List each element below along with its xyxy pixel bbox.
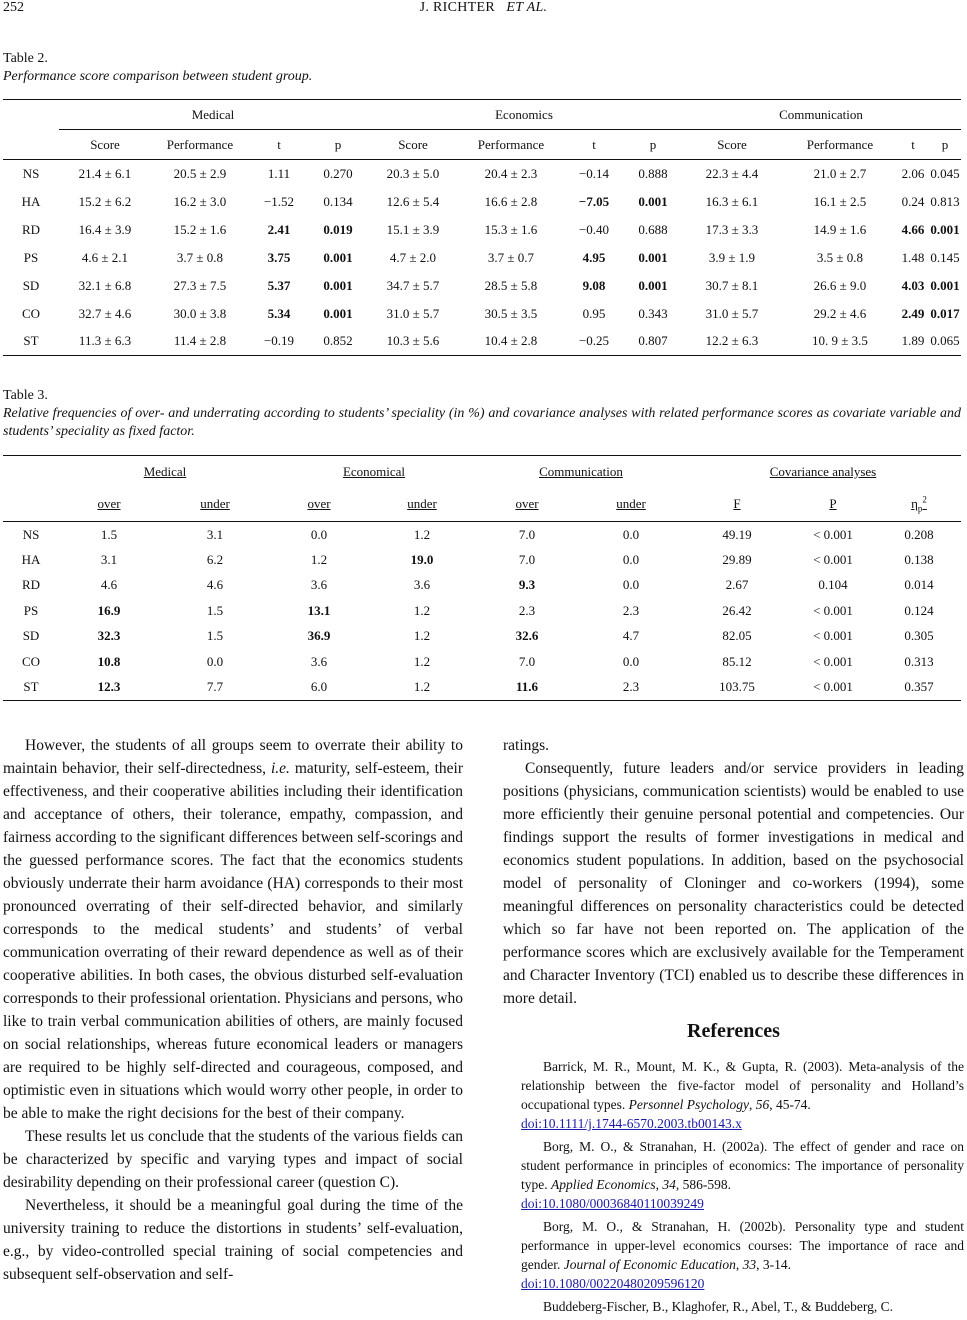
table2-group-header: Medical bbox=[59, 100, 367, 130]
row-label: PS bbox=[23, 602, 39, 618]
row-label: SD bbox=[22, 277, 40, 293]
table-cell: 0.017 bbox=[930, 305, 960, 321]
table-cell: 0.313 bbox=[904, 653, 934, 669]
table-cell: 12.2 ± 6.3 bbox=[681, 328, 783, 356]
table-cell: 0.019 bbox=[323, 221, 353, 237]
table-cell: 0.343 bbox=[638, 305, 668, 321]
table-cell: 6.0 bbox=[271, 675, 367, 701]
table-cell: 3.6 bbox=[310, 577, 328, 593]
table-cell: 4.03 bbox=[901, 277, 925, 293]
table-cell: < 0.001 bbox=[813, 602, 853, 618]
table-cell: 0.688 bbox=[638, 221, 668, 237]
table2-col-header: t bbox=[563, 130, 625, 160]
table-cell: 17.3 ± 3.3 bbox=[705, 221, 759, 237]
table-cell: 0.95 bbox=[582, 305, 606, 321]
table-cell: 27.3 ± 7.5 bbox=[173, 277, 227, 293]
table-cell: 15.3 ± 1.6 bbox=[484, 221, 538, 237]
table-cell: 4.7 bbox=[622, 628, 640, 644]
table-cell: 16.6 ± 2.8 bbox=[484, 193, 538, 209]
table-cell: 16.2 ± 3.0 bbox=[173, 193, 227, 209]
table-cell: 0.014 bbox=[904, 577, 934, 593]
table-row bbox=[3, 547, 961, 573]
table3-group-header: Communication bbox=[539, 463, 623, 479]
table-cell: −7.05 bbox=[578, 193, 610, 209]
table-cell: 1.48 bbox=[901, 249, 925, 265]
table-cell: 20.4 ± 2.3 bbox=[484, 165, 538, 181]
body-column-left bbox=[3, 734, 463, 1286]
table-cell: 7.0 bbox=[518, 551, 536, 567]
table-cell: 0.001 bbox=[638, 249, 668, 265]
table-cell: 0.0 bbox=[622, 551, 640, 567]
table-cell: 0.134 bbox=[323, 193, 353, 209]
table3-body bbox=[3, 522, 961, 701]
table-cell: 9.3 bbox=[518, 577, 536, 593]
table-cell: 7.0 bbox=[518, 653, 536, 669]
row-label: RD bbox=[21, 577, 41, 593]
table-cell: 10. 9 ± 3.5 bbox=[783, 328, 897, 356]
table2-col-header: Score bbox=[59, 130, 151, 160]
table-cell: 15.1 ± 3.9 bbox=[386, 221, 440, 237]
table2-col-header: p bbox=[625, 130, 681, 160]
table-cell: 21.0 ± 2.7 bbox=[813, 165, 867, 181]
table-cell: 3.5 ± 0.8 bbox=[816, 249, 864, 265]
table3-group-header: Economical bbox=[342, 463, 406, 479]
row-label: RD bbox=[21, 221, 41, 237]
table-cell: 32.7 ± 4.6 bbox=[78, 305, 132, 321]
table-cell: 10.8 bbox=[97, 653, 121, 669]
table-cell: 0.24 bbox=[901, 193, 925, 209]
table3-col-header-eta: $\eta_p^2$ bbox=[911, 494, 927, 514]
paragraph: Consequently, future leaders and/or service providers in leading positions (physicians, communication scientists) would be enabled to use more efficiently their genuine personal potential and competencies. Our findings support the results of former investigations in medical and economics student populations. In addition, based on the psychosocial model of personality of Cloninger and co-workers (1994), some meaningful differences on personality characteristics could be detected which so far have not been reported on. The application of the performance scores which are exclusively available for the Temperament and Character Inventory (TCI) enabled us to describe these differences in more detail. bbox=[503, 760, 964, 1007]
table2-col-header: Score bbox=[367, 130, 459, 160]
row-label: NS bbox=[22, 165, 40, 181]
table-cell: 4.6 bbox=[206, 577, 224, 593]
table2-col-header: t bbox=[249, 130, 309, 160]
table-cell: < 0.001 bbox=[813, 653, 853, 669]
table-cell: < 0.001 bbox=[789, 675, 877, 701]
table3-col-header: under bbox=[407, 496, 437, 512]
table-cell: 0.0 bbox=[622, 653, 640, 669]
table-cell: 34.7 ± 5.7 bbox=[386, 277, 440, 293]
table-cell: 2.3 bbox=[577, 675, 685, 701]
table-cell: 0.0 bbox=[206, 653, 224, 669]
table-cell: 4.7 ± 2.0 bbox=[389, 249, 437, 265]
table-cell: 1.89 bbox=[897, 328, 929, 356]
table-cell: 49.19 bbox=[722, 526, 752, 542]
table-cell: 3.6 bbox=[413, 577, 431, 593]
table-cell: 1.5 bbox=[100, 526, 118, 542]
table-cell: 16.4 ± 3.9 bbox=[78, 221, 132, 237]
table-row bbox=[3, 300, 961, 328]
table-cell: 10.4 ± 2.8 bbox=[459, 328, 563, 356]
table3-col-header: P bbox=[829, 496, 837, 512]
table-row bbox=[3, 675, 961, 701]
table2-caption: Table 2. Performance score comparison between student group. bbox=[3, 51, 313, 84]
table-cell: 0.0 bbox=[310, 526, 328, 542]
table-cell: −0.40 bbox=[578, 221, 610, 237]
table-row bbox=[3, 522, 961, 548]
table-cell: 0.807 bbox=[625, 328, 681, 356]
table-row bbox=[3, 598, 961, 624]
table2-col-header: t bbox=[897, 130, 929, 160]
table-cell: 30.5 ± 3.5 bbox=[484, 305, 538, 321]
table-cell: 6.2 bbox=[206, 551, 224, 567]
table-row bbox=[3, 272, 961, 300]
row-label: ST bbox=[3, 675, 59, 701]
row-label: HA bbox=[21, 193, 41, 209]
table-row bbox=[3, 328, 961, 356]
table-cell: 0.0 bbox=[622, 577, 640, 593]
table-cell: 0.001 bbox=[323, 277, 353, 293]
table3-col-header: F bbox=[733, 496, 741, 512]
table-cell: 11.4 ± 2.8 bbox=[151, 328, 249, 356]
table-cell: 20.5 ± 2.9 bbox=[173, 165, 227, 181]
table-row bbox=[3, 244, 961, 272]
table-cell: 10.3 ± 5.6 bbox=[367, 328, 459, 356]
table-cell: 0.104 bbox=[818, 577, 848, 593]
row-label: CO bbox=[21, 653, 41, 669]
table-cell: 11.3 ± 6.3 bbox=[59, 328, 151, 356]
table-cell: 0.888 bbox=[638, 165, 668, 181]
table-cell: 3.7 ± 0.7 bbox=[487, 249, 535, 265]
table-cell: 0.001 bbox=[323, 305, 353, 321]
table-cell: 3.1 bbox=[206, 526, 224, 542]
table-cell: 2.3 bbox=[518, 602, 536, 618]
table2-col-header: Score bbox=[681, 130, 783, 160]
table-cell: −0.14 bbox=[578, 165, 610, 181]
table-cell: 28.5 ± 5.8 bbox=[484, 277, 538, 293]
table-cell: 1.5 bbox=[206, 602, 224, 618]
table-cell: 30.7 ± 8.1 bbox=[705, 277, 759, 293]
table-cell: 32.3 bbox=[97, 628, 121, 644]
table-cell: 4.6 bbox=[100, 577, 118, 593]
table2-body bbox=[3, 160, 961, 356]
table-cell: 2.06 bbox=[901, 165, 925, 181]
row-label: CO bbox=[21, 305, 41, 321]
table-cell: 4.95 bbox=[582, 249, 606, 265]
table-row bbox=[3, 188, 961, 216]
table-cell: 32.1 ± 6.8 bbox=[78, 277, 132, 293]
table-cell: 31.0 ± 5.7 bbox=[386, 305, 440, 321]
table-cell: 0.138 bbox=[904, 551, 934, 567]
table3-col-header: under bbox=[200, 496, 230, 512]
table-cell: 9.08 bbox=[582, 277, 606, 293]
table-cell: 103.75 bbox=[685, 675, 789, 701]
table-cell: 5.34 bbox=[267, 305, 291, 321]
table-cell: 3.75 bbox=[267, 249, 291, 265]
table-cell: 0.065 bbox=[929, 328, 961, 356]
table-cell: 0.357 bbox=[877, 675, 961, 701]
table-cell: 7.0 bbox=[518, 526, 536, 542]
paragraph: ratings. bbox=[503, 737, 550, 754]
table-cell: 85.12 bbox=[722, 653, 752, 669]
table3-caption: Table 3. Relative frequencies of over- and underrating according to students’ speciality (in %) and covariance analyses with related performance scores as covariate variable and students’ speciality as fixed factor. bbox=[3, 388, 961, 439]
table-cell: 2.67 bbox=[725, 577, 749, 593]
table-cell: 2.3 bbox=[622, 602, 640, 618]
table2-col-header: p bbox=[929, 130, 961, 160]
table-cell: 0.852 bbox=[309, 328, 367, 356]
table-cell: 16.3 ± 6.1 bbox=[705, 193, 759, 209]
table-cell: 36.9 bbox=[307, 628, 331, 644]
table-cell: 1.11 bbox=[267, 165, 291, 181]
table-cell: 2.49 bbox=[901, 305, 925, 321]
table3-col-header: under bbox=[616, 496, 646, 512]
row-label: HA bbox=[21, 551, 41, 567]
table2 bbox=[3, 99, 961, 356]
table3-group-header: Medical bbox=[143, 463, 187, 479]
table-row bbox=[3, 216, 961, 244]
body-column-right bbox=[503, 734, 964, 1316]
table-cell: 26.42 bbox=[722, 602, 752, 618]
row-label: SD bbox=[22, 628, 40, 644]
doi-link[interactable]: doi:10.1080/00036840110039249 bbox=[521, 1196, 704, 1211]
table3 bbox=[3, 455, 961, 701]
table-cell: 30.0 ± 3.8 bbox=[173, 305, 227, 321]
table3-col-header: over bbox=[307, 496, 331, 512]
running-title: J. RICHTER ET AL. bbox=[419, 0, 548, 15]
table3-group-header: Covariance analyses bbox=[769, 463, 877, 479]
table-cell: 0.208 bbox=[904, 526, 934, 542]
table-cell: 1.2 bbox=[413, 653, 431, 669]
table-cell: 12.3 bbox=[59, 675, 159, 701]
table-cell: < 0.001 bbox=[813, 628, 853, 644]
reference-item: Borg, M. O., & Stranahan, H. (2002b). Personality type and student performance in upper-level economics courses: The importance of race and gender. Journal of Economic Education, 33, 3-14. doi:10.1080/00220480209596120 bbox=[521, 1219, 964, 1291]
table-cell: 21.4 ± 6.1 bbox=[78, 165, 132, 181]
table-cell: 15.2 ± 1.6 bbox=[173, 221, 227, 237]
table-cell: 1.2 bbox=[367, 675, 477, 701]
doi-link[interactable]: doi:10.1080/00220480209596120 bbox=[521, 1276, 705, 1291]
table-cell: < 0.001 bbox=[813, 526, 853, 542]
table-cell: 32.6 bbox=[515, 628, 539, 644]
page-number: 252 bbox=[3, 0, 24, 15]
table-cell: 0.124 bbox=[904, 602, 934, 618]
table-cell: 12.6 ± 5.4 bbox=[386, 193, 440, 209]
table-row bbox=[3, 624, 961, 650]
table-row bbox=[3, 573, 961, 599]
table-cell: 20.3 ± 5.0 bbox=[386, 165, 440, 181]
table-cell: 1.2 bbox=[310, 551, 328, 567]
table-cell: 26.6 ± 9.0 bbox=[813, 277, 867, 293]
table2-group-header: Communication bbox=[681, 100, 961, 130]
row-label: ST bbox=[3, 328, 59, 356]
table-cell: 3.1 bbox=[100, 551, 118, 567]
reference-item: Barrick, M. R., Mount, M. K., & Gupta, R. (2003). Meta-analysis of the relationship between the five-factor model of personality and Holland’s occupational types. Personnel Psychology, 56, 45-74. doi:10.1111/j.1744-6570.2003.tb00143.x bbox=[521, 1059, 964, 1131]
table-cell: 0.045 bbox=[930, 165, 960, 181]
table-cell: 5.37 bbox=[267, 277, 291, 293]
paragraph: However, the students of all groups seem to overrate their ability to maintain behavior, their self-directedness, i.e. maturity, self-esteem, their effectiveness, and their cooperative abilities including their identification and acceptance of others, their tolerance, empathy, compassion, and fairness according to the significant differences between self-scorings and the guessed performance scores. The fact that the economics students obviously underrate their harm avoidance (HA) corresponds to their most pronounced overrating of their self-directed behavior, and similarly corresponds to the medical students’ and students’ of verbal communication overrating of their reward dependence as well as of their cooperative abilities. In both cases, the obvious disturbed self-evaluation corresponds to their professional orientation. Physicians and persons, who like to train verbal communication abilities of others, are mainly focused on social relationships, whereas future economical leaders or managers are required to be highly self-directed and courageous, composed, and optimistic even in situations which would worry other people, in order to be able to make the right decisions for the best of their company. bbox=[3, 737, 463, 1122]
table-cell: 82.05 bbox=[722, 628, 752, 644]
table-cell: 2.41 bbox=[267, 221, 291, 237]
table-cell: 13.1 bbox=[307, 602, 331, 618]
table-cell: 1.2 bbox=[413, 602, 431, 618]
table-cell: 16.1 ± 2.5 bbox=[813, 193, 867, 209]
table2-col-header: Performance bbox=[783, 130, 897, 160]
table-row bbox=[3, 160, 961, 188]
table-cell: 0.305 bbox=[904, 628, 934, 644]
table2-col-header: Performance bbox=[151, 130, 249, 160]
running-header bbox=[0, 0, 967, 22]
table-cell: 4.66 bbox=[901, 221, 925, 237]
table-cell: 0.145 bbox=[930, 249, 960, 265]
table-cell: 19.0 bbox=[410, 551, 434, 567]
table-cell: 29.2 ± 4.6 bbox=[813, 305, 867, 321]
table-cell: 3.7 ± 0.8 bbox=[176, 249, 224, 265]
table-cell: 0.001 bbox=[930, 277, 960, 293]
table-cell: 0.813 bbox=[930, 193, 960, 209]
table-cell: 0.270 bbox=[323, 165, 353, 181]
table-cell: 1.2 bbox=[413, 628, 431, 644]
table-cell: −0.25 bbox=[563, 328, 625, 356]
table-cell: 3.6 bbox=[310, 653, 328, 669]
table3-col-header: over bbox=[97, 496, 121, 512]
table-cell: < 0.001 bbox=[813, 551, 853, 567]
table-cell: 4.6 ± 2.1 bbox=[81, 249, 129, 265]
table-cell: 1.2 bbox=[413, 526, 431, 542]
table-cell: 7.7 bbox=[159, 675, 271, 701]
table-cell: 29.89 bbox=[722, 551, 752, 567]
table-cell: −0.19 bbox=[249, 328, 309, 356]
table-cell: 0.001 bbox=[638, 277, 668, 293]
table-cell: −1.52 bbox=[263, 193, 295, 209]
row-label: NS bbox=[22, 526, 40, 542]
paragraph: Nevertheless, it should be a meaningful goal during the time of the university training to reduce the distortions in students’ self-evaluation, e.g., by video-controlled special training of social competencies and subsequent self-observation and self- bbox=[3, 1197, 463, 1283]
references-heading: References bbox=[687, 1020, 780, 1042]
table-cell: 1.5 bbox=[206, 628, 224, 644]
table-cell: 31.0 ± 5.7 bbox=[705, 305, 759, 321]
doi-link[interactable]: doi:10.1111/j.1744-6570.2003.tb00143.x bbox=[521, 1116, 742, 1131]
table-cell: 11.6 bbox=[477, 675, 577, 701]
table-row bbox=[3, 649, 961, 675]
table-cell: 0.001 bbox=[323, 249, 353, 265]
table-cell: 15.2 ± 6.2 bbox=[78, 193, 132, 209]
table2-col-header: p bbox=[309, 130, 367, 160]
table-cell: 0.0 bbox=[622, 526, 640, 542]
reference-item: Borg, M. O., & Stranahan, H. (2002a). The effect of gender and race on student performance in principles of economics: The importance of personality type. Applied Economics, 34, 586-598. doi:10.1080/00036840110039249 bbox=[521, 1139, 964, 1211]
table-cell: 0.001 bbox=[930, 221, 960, 237]
table-cell: 0.001 bbox=[638, 193, 668, 209]
paragraph: These results let us conclude that the students of the various fields can be characterized by specific and varying types and impact of social desirability depending on their professional career (question C). bbox=[3, 1128, 463, 1191]
table-cell: 16.9 bbox=[97, 602, 121, 618]
table2-group-header: Economics bbox=[367, 100, 681, 130]
reference-item: Buddeberg-Fischer, B., Klaghofer, R., Abel, T., & Buddeberg, C. bbox=[543, 1299, 893, 1314]
table-cell: 14.9 ± 1.6 bbox=[813, 221, 867, 237]
reference-list bbox=[503, 1057, 964, 1316]
table-cell: 22.3 ± 4.4 bbox=[705, 165, 759, 181]
table3-col-header: over bbox=[515, 496, 539, 512]
row-label: PS bbox=[23, 249, 39, 265]
table-cell: 3.9 ± 1.9 bbox=[708, 249, 756, 265]
table2-col-header: Performance bbox=[459, 130, 563, 160]
